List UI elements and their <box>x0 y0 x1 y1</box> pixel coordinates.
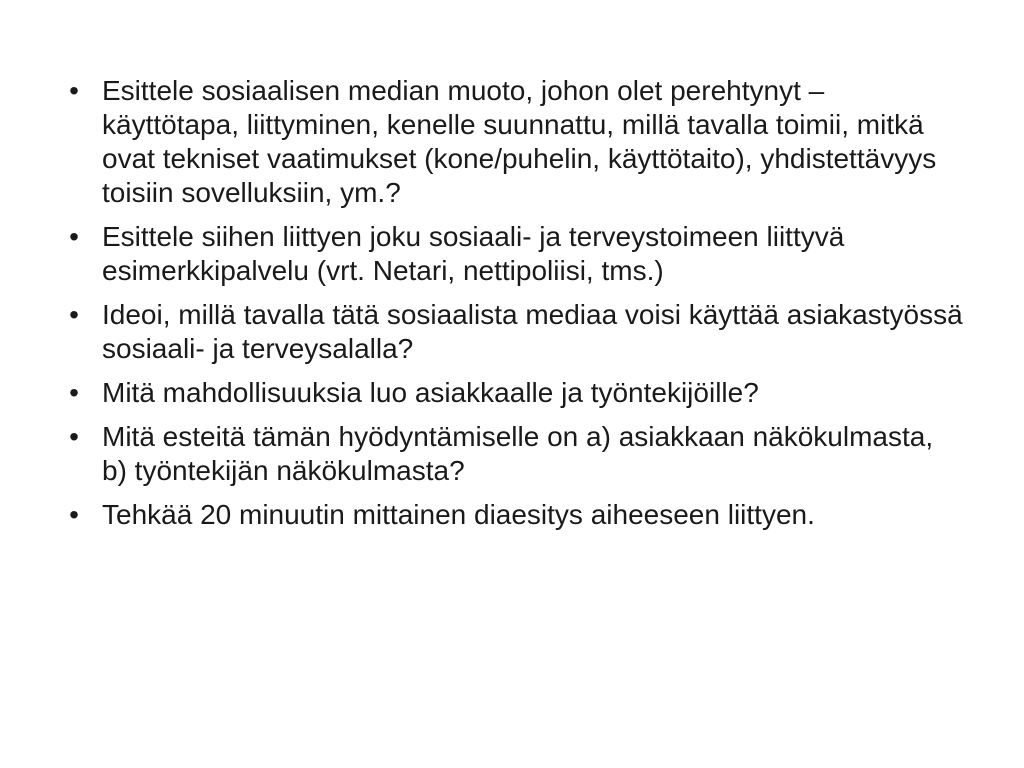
bullet-list <box>64 74 964 542</box>
bullet-text: Esittele siihen liittyen joku sosiaali- ja terveystoimeen liittyvä esimerkkipalvelu (vrt. Netari, nettipoliisi, tms.) <box>102 221 845 286</box>
bullet-icon: • <box>69 499 79 530</box>
bullet-icon: • <box>69 299 79 330</box>
bullet-text: Tehkää 20 minuutin mittainen diaesitys aiheeseen liittyen. <box>102 499 815 530</box>
bullet-text: Mitä mahdollisuuksia luo asiakkaalle ja työntekijöille? <box>102 377 759 408</box>
bullet-item <box>64 74 964 210</box>
bullet-item <box>64 420 964 488</box>
bullet-icon: • <box>69 421 79 452</box>
bullet-item <box>64 498 964 532</box>
bullet-icon: • <box>69 75 79 106</box>
bullet-icon: • <box>69 221 79 252</box>
bullet-icon: • <box>69 377 79 408</box>
bullet-item <box>64 376 964 410</box>
bullet-text: Esittele sosiaalisen median muoto, johon olet perehtynyt – käyttötapa, liittyminen, kenelle suunnattu, millä tavalla toimii, mitkä ovat tekniset vaatimukset (kone/puhelin, käyttötaito), yhdistettävyys toisiin sovelluksiin, ym.? <box>102 75 937 208</box>
bullet-item <box>64 220 964 288</box>
bullet-item <box>64 298 964 366</box>
bullet-text: Ideoi, millä tavalla tätä sosiaalista mediaa voisi käyttää asiakastyössä sosiaali- ja terveysalalla? <box>102 299 963 364</box>
bullet-text: Mitä esteitä tämän hyödyntämiselle on a) asiakkaan näkökulmasta, b) työntekijän näkökulmasta? <box>102 421 934 486</box>
